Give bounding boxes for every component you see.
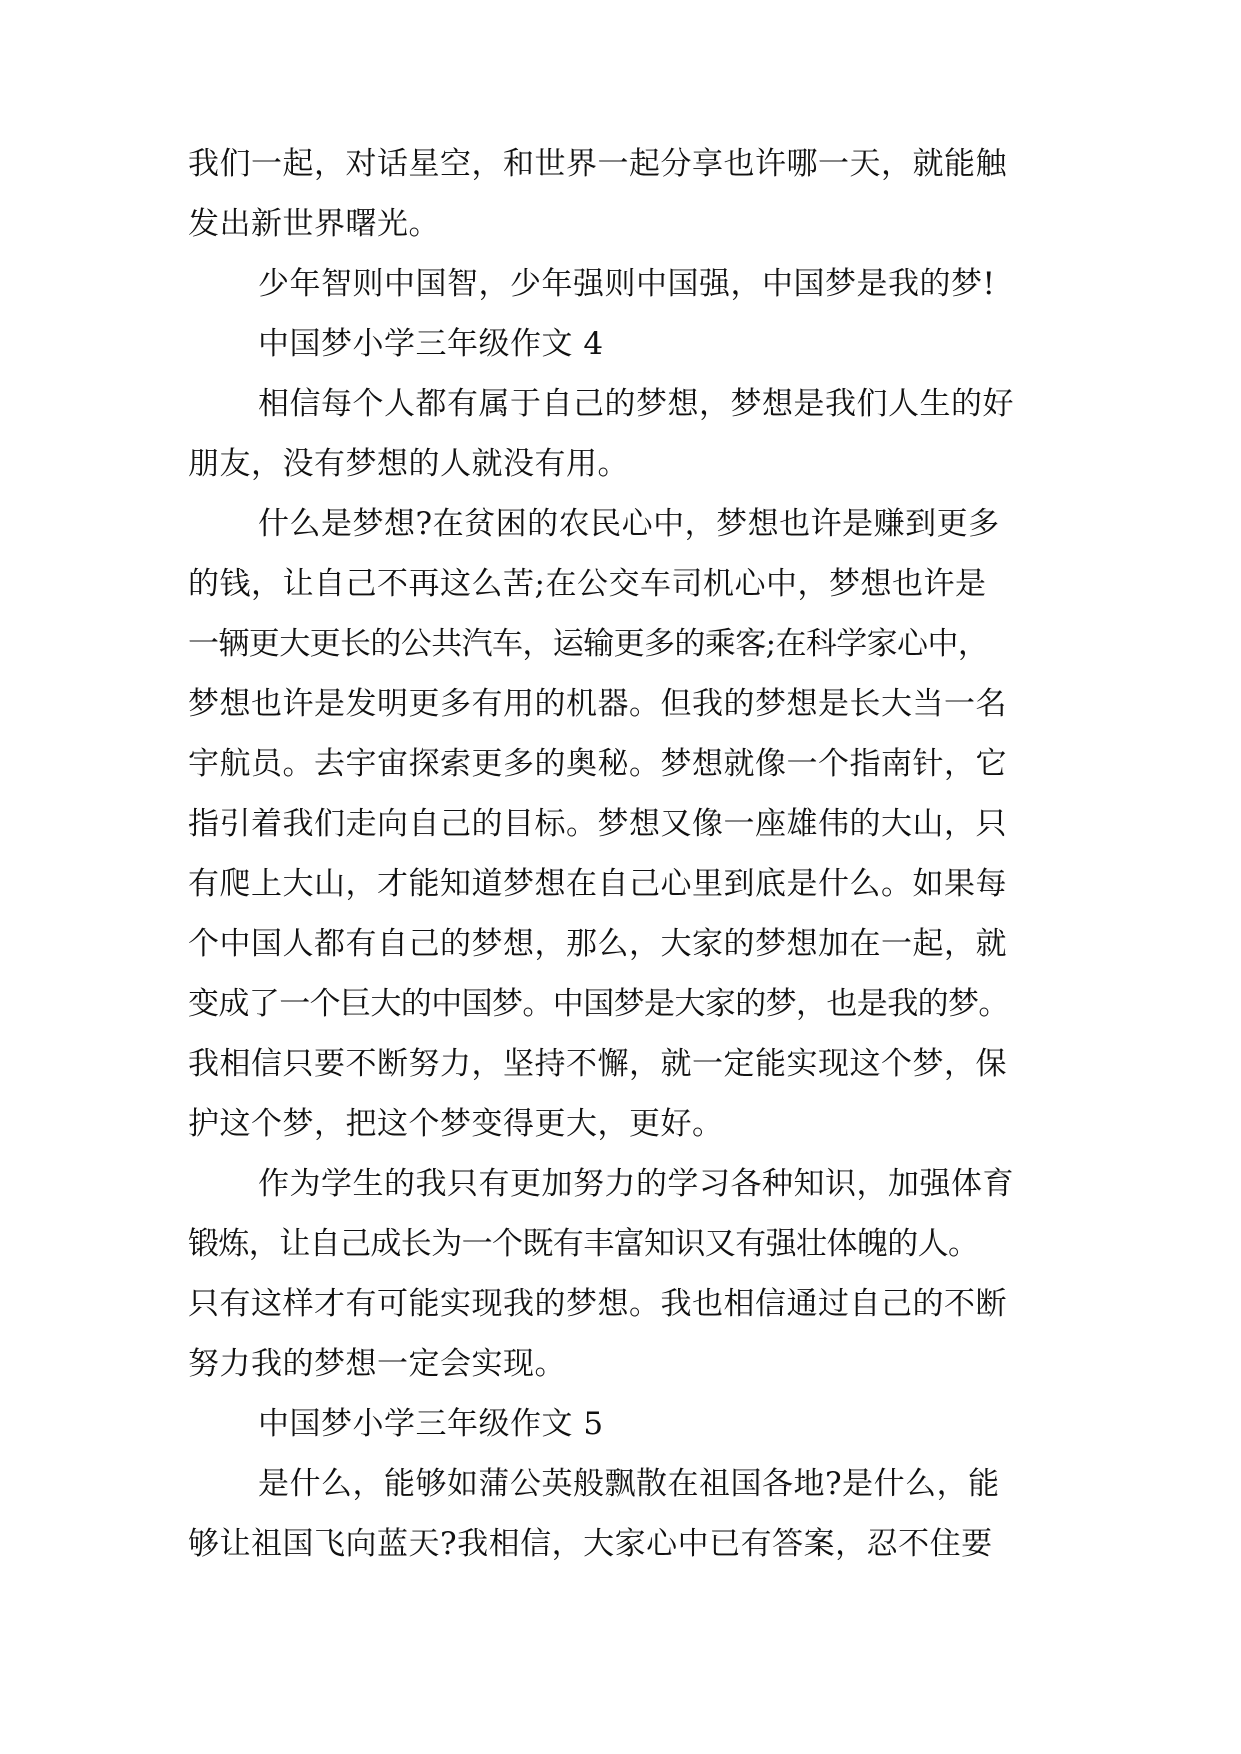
text-line: 一辆更大更长的公共汽车，运输更多的乘客;在科学家心中， [188,626,989,662]
section-heading: 中国梦小学三年级作文 4 [258,326,604,362]
text-line: 的钱，让自己不再这么苦;在公交车司机心中，梦想也许是 [188,566,987,602]
text-line: 梦想也许是发明更多有用的机器。但我的梦想是长大当一名 [188,686,1007,722]
text-line: 个中国人都有自己的梦想，那么，大家的梦想加在一起，就 [188,926,1007,962]
section-heading: 中国梦小学三年级作文 5 [258,1406,604,1442]
text-line: 够让祖国飞向蓝天?我相信，大家心中已有答案，忍不住要 [188,1526,993,1562]
text-line: 只有这样才有可能实现我的梦想。我也相信通过自己的不断 [188,1286,1007,1322]
text-line: 朋友，没有梦想的人就没有用。 [188,446,629,482]
text-line: 相信每个人都有属于自己的梦想，梦想是我们人生的好 [258,386,1014,422]
text-line: 宇航员。去宇宙探索更多的奥秘。梦想就像一个指南针，它 [188,746,1007,782]
text-line: 我们一起，对话星空，和世界一起分享也许哪一天，就能触 [188,146,1007,182]
text-line: 努力我的梦想一定会实现。 [188,1346,566,1382]
text-line: 少年智则中国智，少年强则中国强，中国梦是我的梦! [258,266,996,302]
document-page [188,134,1056,1574]
text-line: 指引着我们走向自己的目标。梦想又像一座雄伟的大山，只 [188,806,1007,842]
text-line: 是什么，能够如蒲公英般飘散在祖国各地?是什么，能 [258,1466,1000,1502]
text-line: 变成了一个巨大的中国梦。中国梦是大家的梦，也是我的梦。 [188,986,1009,1022]
text-line: 我相信只要不断努力，坚持不懈，就一定能实现这个梦，保 [188,1046,1007,1082]
text-line: 锻炼，让自己成长为一个既有丰富知识又有强壮体魄的人。 [188,1226,979,1262]
text-line: 作为学生的我只有更加努力的学习各种知识，加强体育 [258,1166,1014,1202]
text-line: 发出新世界曙光。 [188,206,440,242]
text-line: 什么是梦想?在贫困的农民心中，梦想也许是赚到更多 [258,506,1000,542]
text-line: 有爬上大山，才能知道梦想在自己心里到底是什么。如果每 [188,866,1007,902]
text-line: 护这个梦，把这个梦变得更大，更好。 [188,1106,724,1142]
